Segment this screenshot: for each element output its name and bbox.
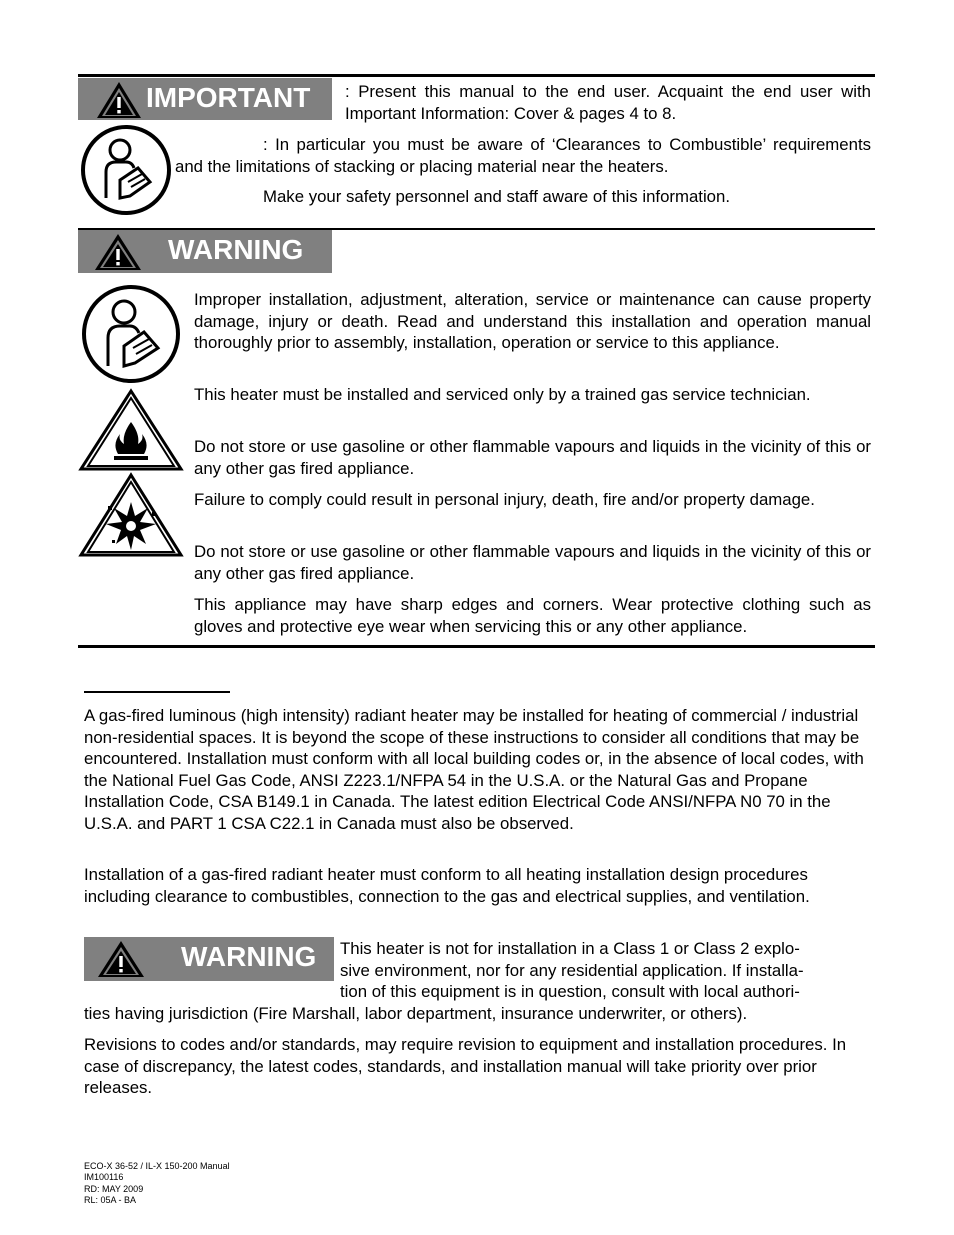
warning-paragraph-6: This appliance may have sharp edges and corners. Wear protective clothing such as gloves and protective eye wear when servicing this or any other appliance. bbox=[194, 595, 871, 636]
warning-paragraph-2: This heater must be installed and serviced only by a trained gas service technician. bbox=[194, 385, 811, 404]
warning-banner bbox=[78, 230, 332, 273]
explosive-icon bbox=[78, 472, 184, 558]
warning2-text-line3: tion of this equipment is in question, consult with local authori- bbox=[340, 982, 800, 1001]
important-banner bbox=[78, 78, 332, 120]
warning-bottom-rule bbox=[78, 645, 875, 648]
warning-banner-2-label: WARNING bbox=[181, 941, 317, 972]
warning-paragraph-5: Do not store or use gasoline or other flammable vapours and liquids in the vicinity of this or any other gas fired appliance. bbox=[194, 542, 871, 583]
important-line3: Make your safety personnel and staff aware of this information. bbox=[263, 187, 731, 206]
body-paragraph-1: A gas-fired luminous (high intensity) radiant heater may be installed for heating of commercial / industrial non-residential spaces. It is beyond the scope of these instructions to consider all conditions that may be encountered. Installation must conform with all local building codes or, in the absence of local codes, with the National Fuel Gas Code, ANSI Z223.1/NFPA 54 in the U.S.A. or the Natural Gas and Propane Installation Code, CSA B149.1 in Canada. The latest edition Electrical Code ANSI/NFPA N0 70 in the U.S.A. and PART 1 CSA C22.1 in Canada must also be observed. bbox=[84, 706, 864, 833]
footer-line-1: ECO-X 36-52 / IL-X 150-200 Manual bbox=[84, 1161, 230, 1171]
footer-line-3: RD: MAY 2009 bbox=[84, 1183, 144, 1194]
flammable-icon bbox=[78, 388, 184, 472]
important-line1: : Present this manual to the end user. Acquaint the end user with Important Information: Cover & pages 4 to 8. bbox=[345, 82, 871, 123]
read-manual-icon bbox=[80, 124, 172, 216]
warning-paragraph-4: Failure to comply could result in personal injury, death, fire and/or property damage. bbox=[194, 490, 815, 509]
important-banner-label: IMPORTANT bbox=[146, 82, 311, 113]
body-paragraph-2: Installation of a gas-fired radiant heater must conform to all heating installation design procedures including clearance to combustibles, connection to the gas and electrical supplies, and ventilation. bbox=[84, 865, 810, 906]
section-heading-rule bbox=[84, 691, 230, 693]
footer-line-4: RL: 05A - BA bbox=[84, 1194, 137, 1205]
warning-paragraph-3: Do not store or use gasoline or other flammable vapours and liquids in the vicinity of this or any other gas fired appliance. bbox=[194, 437, 871, 478]
warning-banner-label: WARNING bbox=[168, 234, 304, 265]
warning2-text-line1: This heater is not for installation in a Class 1 or Class 2 explo- bbox=[340, 939, 800, 958]
warning-paragraph-1: Improper installation, adjustment, alteration, service or maintenance can cause property damage, injury or death. Read and understand this installation and operation manual thoroughly prior to assembly, installation, operation or service to this appliance. bbox=[194, 290, 871, 352]
warning2-text-line2: sive environment, nor for any residential application. If installa- bbox=[340, 961, 804, 980]
warning2-text-line4: ties having jurisdiction (Fire Marshall, labor department, insurance underwriter, or others). bbox=[84, 1004, 748, 1023]
warning-triangle-icon bbox=[95, 80, 143, 120]
document-footer bbox=[84, 1161, 230, 1206]
revisions-paragraph: Revisions to codes and/or standards, may require revision to equipment and installation procedures. In case of discrepancy, the latest codes, standards, and installation manual will take priority over prior releases. bbox=[84, 1035, 847, 1097]
warning-banner-2 bbox=[84, 937, 334, 981]
read-manual-icon bbox=[78, 284, 184, 384]
warning-triangle-icon bbox=[93, 232, 143, 272]
warning-triangle-icon bbox=[96, 939, 146, 979]
footer-line-2: IM100116 bbox=[84, 1172, 124, 1183]
important-line2: : In particular you must be aware of ‘Clearances to Combustible’ requirements and the limitations of stacking or placing material near the heaters. bbox=[175, 135, 871, 176]
top-rule bbox=[78, 74, 875, 77]
